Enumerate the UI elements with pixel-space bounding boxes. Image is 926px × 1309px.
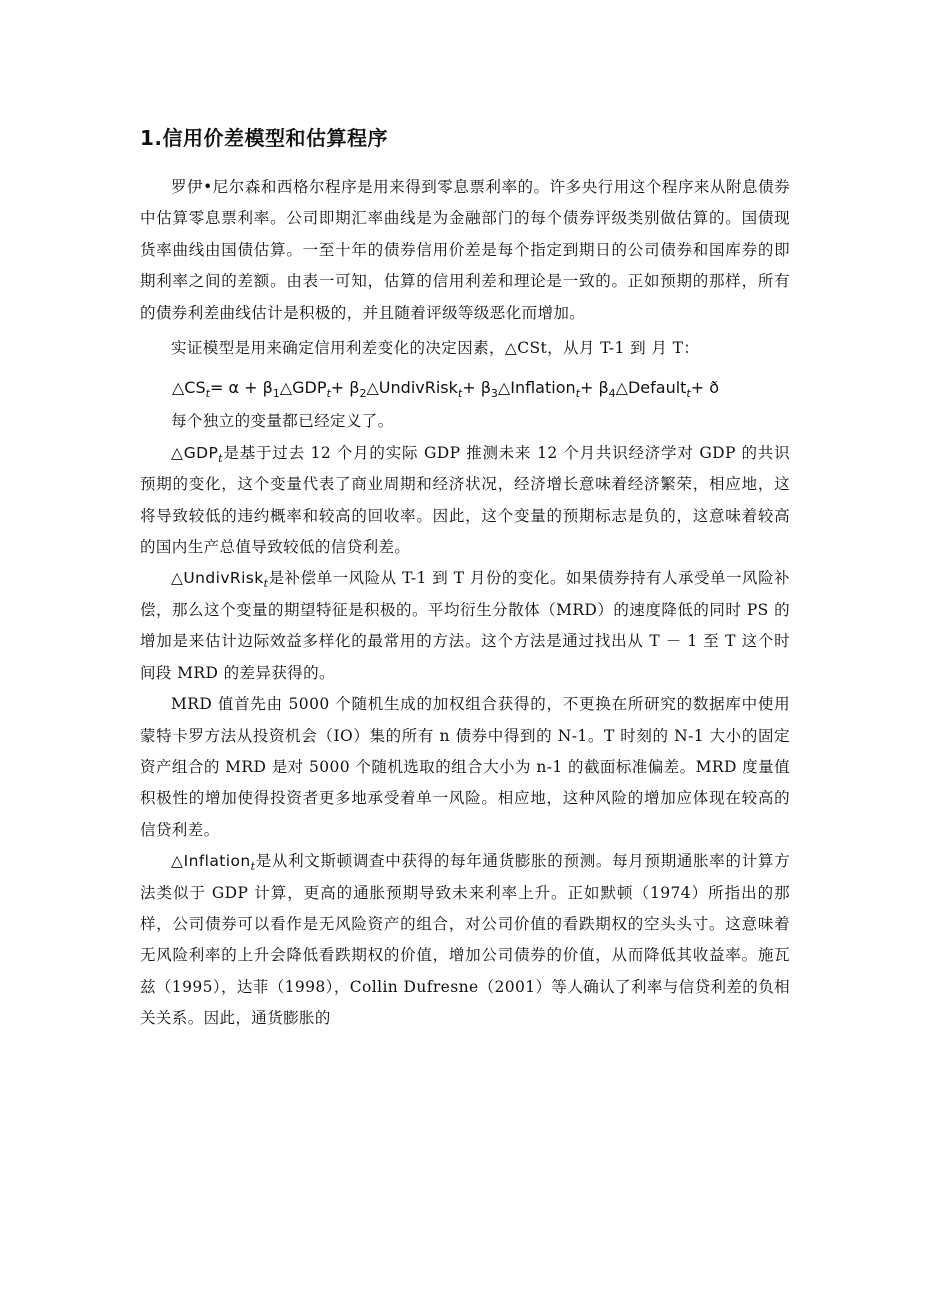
eq-undivrisk-term: △UndivRisk <box>366 378 458 398</box>
eq-gdp-term: △GDP <box>279 378 327 398</box>
eq-default-term: △Default <box>615 378 687 398</box>
eq-subscript-t: t <box>326 387 331 401</box>
term-inflation: △Inflation <box>171 852 251 871</box>
eq-lhs: △CS <box>172 378 206 398</box>
paragraph-variables-defined: 每个独立的变量都已经定义了。 <box>171 412 394 431</box>
term-undivrisk: △UndivRisk <box>171 569 264 588</box>
paragraph-empirical-model: 实证模型是用来确定信用利差变化的决定因素，△CSt，从月 T-1 到 月 T： <box>171 339 700 358</box>
paragraph-undivrisk <box>140 563 790 689</box>
eq-inflation-term: △Inflation <box>497 378 576 398</box>
eq-plus-beta: + β <box>330 378 360 398</box>
paragraph-inflation <box>140 846 790 1034</box>
eq-beta-index-3: 3 <box>490 387 498 401</box>
eq-subscript-t: t <box>457 387 463 401</box>
paragraph-undivrisk-text: 是补偿单一风险从 T-1 到 T 月份的变化。如果债券持有人承受单一风险补偿，那么这个变量的期望特征是积极的。平均衍生分散体（MRD）的速度降低的同时 PS 的增加是来估计边际效益多样化的最常用的方法。这个方法是通过找出从 T － 1 至 T 这个时间段 MRD 的差异获得的。 <box>140 569 790 682</box>
paragraph-nelson-siegel: 罗伊•尼尔森和西格尔程序是用来得到零息票利率的。许多央行用这个程序来从附息债券中估算零息票利率。公司即期汇率曲线是为金融部门的每个债券评级类别做估算的。国债现货率曲线由国债估算。一至十年的债券信用价差是每个指定到期日的公司债券和国库券的即期利率之间的差额。由表一可知，估算的信用利差和理论是一致的。正如预期的那样，所有的债券利差曲线估计是积极的，并且随着评级等级恶化而增加。 <box>140 178 790 322</box>
paragraph-gdp-text: 是基于过去 12 个月的实际 GDP 推测未来 12 个月共识经济学对 GDP 的共识预期的变化，这个变量代表了商业周期和经济状况，经济增长意味着经济繁荣，相应地，这将导致较低的违约概率和较高的回收率。因此，这个变量的预期标志是负的，这意味着较高的国内生产总值导致较低的信贷利差。 <box>140 443 790 557</box>
paragraph-gdp <box>140 438 790 564</box>
eq-subscript-t: t <box>686 387 691 401</box>
paragraph-mrd: MRD 值首先由 5000 个随机生成的加权组合获得的，不更换在所研究的数据库中使用蒙特卡罗方法从投资机会（IO）集的所有 n 债券中得到的 N-1。T 时刻的 N-1 大小的固定资产组合的 MRD 是对 5000 个随机选取的组合大小为 n-1 的截面标准偏差。MRD 度量值积极性的增加使得投资者更多地承受着单一风险。相应地，这种风险的增加应体现在较高的信贷利差。 <box>140 695 790 839</box>
section-title: 1.信用价差模型和估算程序 <box>140 126 389 150</box>
eq-alpha-beta: = α + β <box>209 378 273 398</box>
term-gdp: △GDP <box>171 443 219 462</box>
term-subscript-t: t <box>218 451 224 465</box>
eq-subscript-t: t <box>205 387 210 401</box>
paragraph-inflation-text: 是从利文斯顿调查中获得的每年通货膨胀的预测。每月预期通胀率的计算方法类似于 GDP 计算，更高的通胀预期导致未来利率上升。正如默顿（1974）所指出的那样，公司债券可以看作是无风险资产的组合，对公司价值的看跌期权的空头头寸。这意味着无风险利率的上升会降低看跌期权的价值，增加公司债券的价值，从而降低其收益率。施瓦兹（1995），达菲（1998），Collin Dufresne（2001）等人确认了利率与信贷利差的负相关关系。因此，通货膨胀的 <box>140 852 790 1028</box>
eq-plus-beta: + β <box>462 378 491 398</box>
term-subscript-t: t <box>263 577 269 591</box>
eq-subscript-t: t <box>575 387 580 401</box>
eq-plus-beta: + β <box>579 378 609 398</box>
eq-error-term: + ð <box>690 378 720 398</box>
regression-equation <box>140 370 790 406</box>
term-subscript-t: t <box>250 860 256 874</box>
eq-beta-index-2: 2 <box>359 387 367 401</box>
eq-beta-index-4: 4 <box>608 387 616 401</box>
eq-beta-index-1: 1 <box>272 387 280 401</box>
document-body <box>140 118 790 1035</box>
